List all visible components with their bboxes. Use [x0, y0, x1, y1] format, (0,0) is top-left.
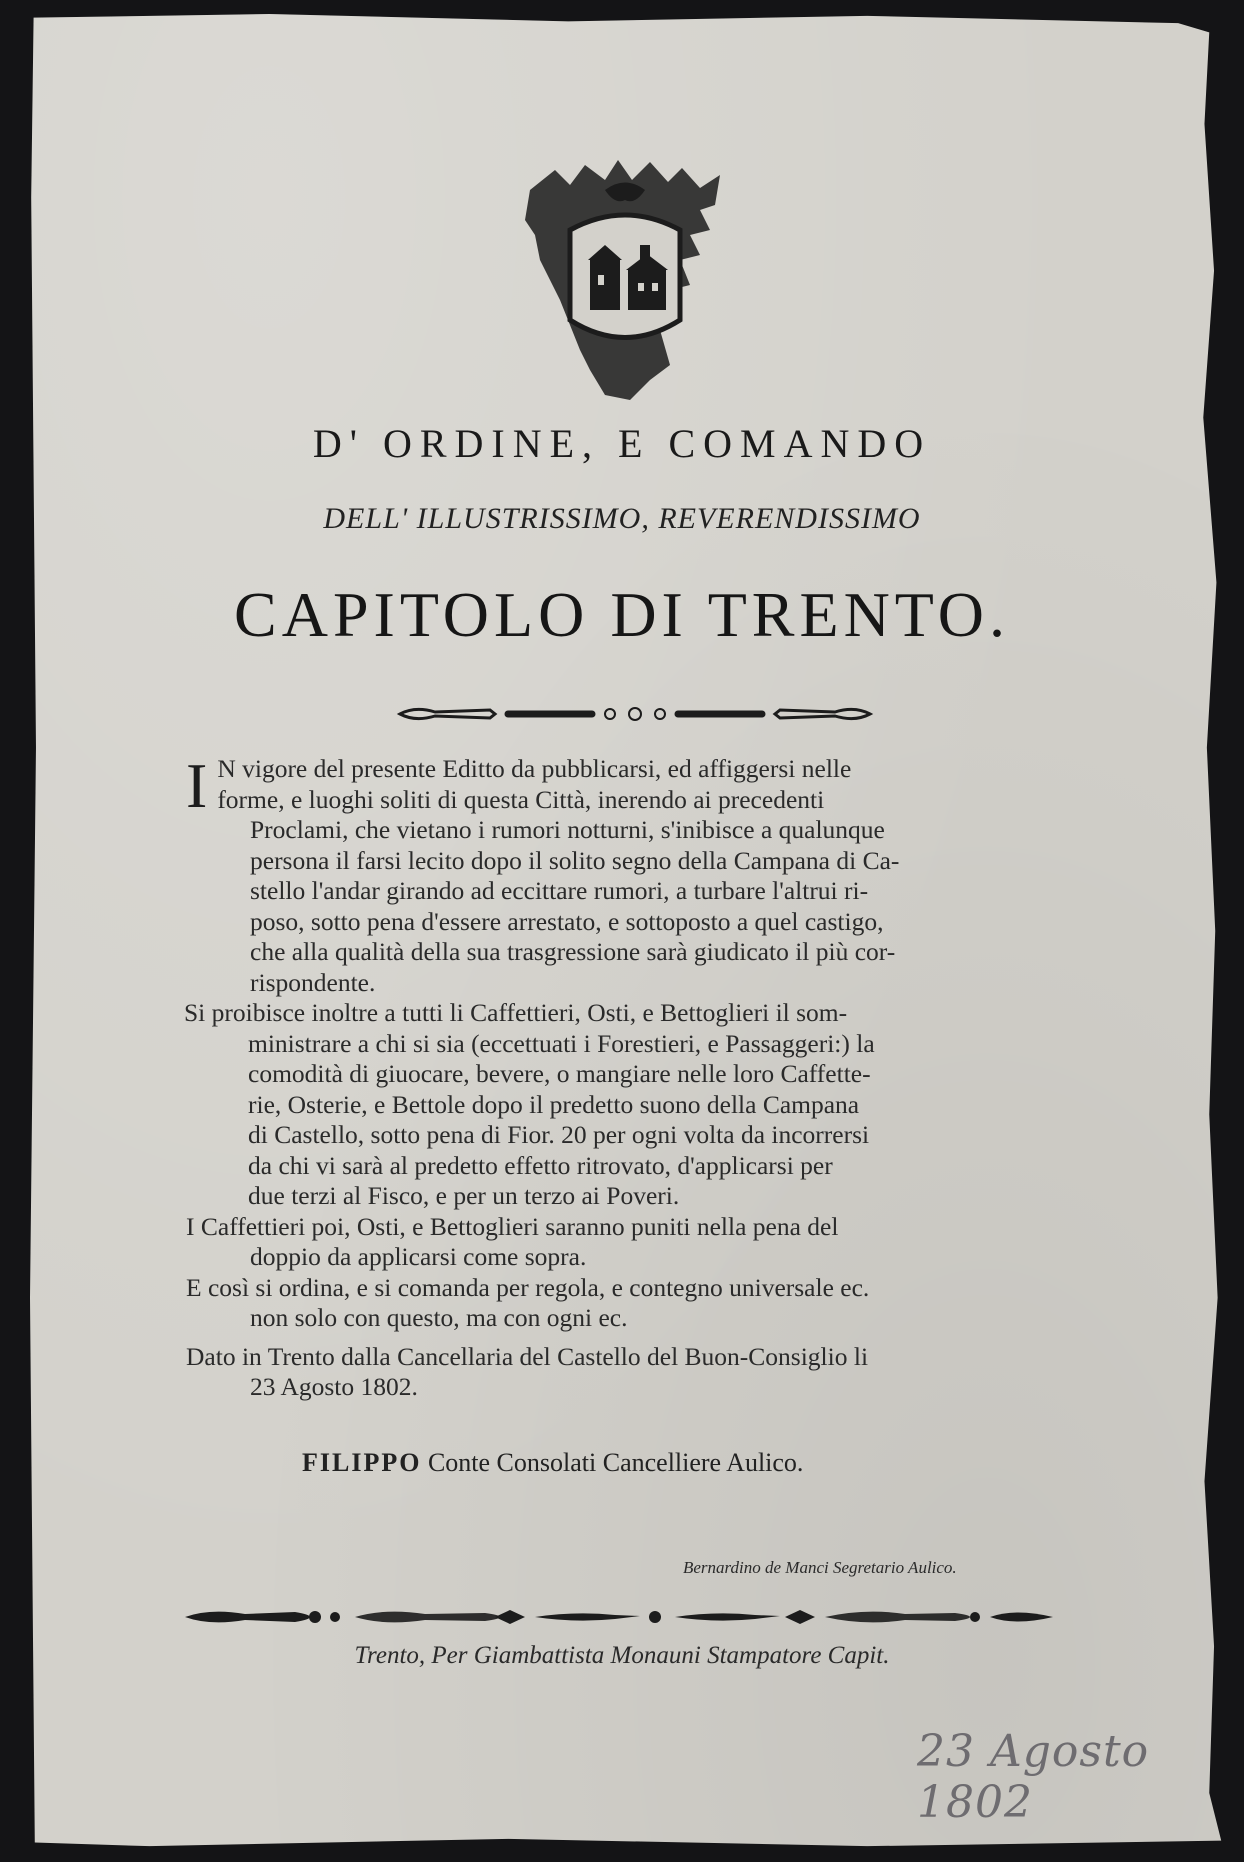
text-line: poso, sotto pena d'essere arrestato, e sottoposto a quel castigo, [250, 906, 884, 936]
text-line: rie, Osterie, e Bettole dopo il predetto suono della Campana [248, 1089, 860, 1119]
drop-cap: I [186, 750, 208, 821]
text-line: da chi vi sarà al predetto effetto ritrovato, d'applicarsi per [248, 1150, 833, 1180]
text-line: Proclami, che vietano i rumori notturni, s'inibisce a qualunque [250, 815, 885, 844]
text-line: N vigore del presente Editto da pubblicarsi, ed affiggersi nelle [217, 754, 852, 783]
heading-title: CAPITOLO DI TRENTO. [234, 579, 1010, 650]
heading-line-1: D' ORDINE, E COMANDO [312, 421, 932, 466]
top-ornament-rule [395, 700, 875, 728]
text-line: comodità di giuocare, bevere, o mangiare nelle loro Caffette- [248, 1059, 871, 1088]
bottom-ornament-rule [185, 1604, 1055, 1630]
heading-line-2: DELL' ILLUSTRISSIMO, REVERENDISSIMO [323, 502, 921, 535]
text-line: persona il farsi lecito dopo il solito segno della Campana di Ca- [250, 845, 900, 875]
signer-title: Conte Consolati Cancelliere Aulico. [427, 1448, 804, 1477]
coat-of-arms [510, 150, 740, 410]
text-line: ministrare a chi si sia (eccettuati i Forestieri, e Passaggeri:) la [248, 1028, 875, 1058]
text-line: E così si ordina, e si comanda per regola, e contegno universale ec. [186, 1272, 870, 1302]
text-line: rispondente. [250, 967, 376, 997]
signer-name: FILIPPO [302, 1448, 422, 1477]
text-line: I Caffettieri poi, Osti, e Bettoglieri saranno puniti nella pena del [186, 1211, 839, 1241]
text-line: forme, e luoghi soliti di questa Città, inerendo ai precedenti [217, 784, 825, 814]
handwritten-date: 23 Agosto 1802 [917, 1726, 1150, 1828]
text-line: stello l'andar girando ad eccittare rumori, a turbare l'altrui ri- [250, 876, 869, 905]
text-line: Dato in Trento dalla Cancellaria del Castello del Buon-Consiglio li [186, 1341, 869, 1371]
text-line: 23 Agosto 1802. [250, 1372, 418, 1401]
printer-imprint: Trento, Per Giambattista Monauni Stampatore Capit. [354, 1642, 890, 1669]
secretary-line: Bernardino de Manci Segretario Aulico. [683, 1558, 957, 1577]
text-line: di Castello, sotto pena di Fior. 20 per ogni volta da incorrersi [248, 1120, 870, 1149]
text-line: doppio da applicarsi come sopra. [250, 1242, 587, 1271]
text-line: Si proibisce inoltre a tutti li Caffettieri, Osti, e Bettoglieri il som- [184, 998, 848, 1027]
signature-line [302, 1448, 803, 1478]
paragraph-5 [186, 1342, 1066, 1403]
text-line: che alla qualità della sua trasgressione sarà giudicato il più cor- [250, 937, 896, 966]
text-line: non solo con questo, ma con ogni ec. [250, 1303, 628, 1332]
proclamation-body [184, 750, 1066, 1403]
paragraph-4 [186, 1273, 1066, 1334]
text-line: due terzi al Fisco, e per un terzo ai Poveri. [248, 1181, 680, 1210]
paragraph-3 [186, 1212, 1066, 1273]
paragraph-1 [186, 750, 1066, 998]
paragraph-2 [184, 998, 1066, 1212]
